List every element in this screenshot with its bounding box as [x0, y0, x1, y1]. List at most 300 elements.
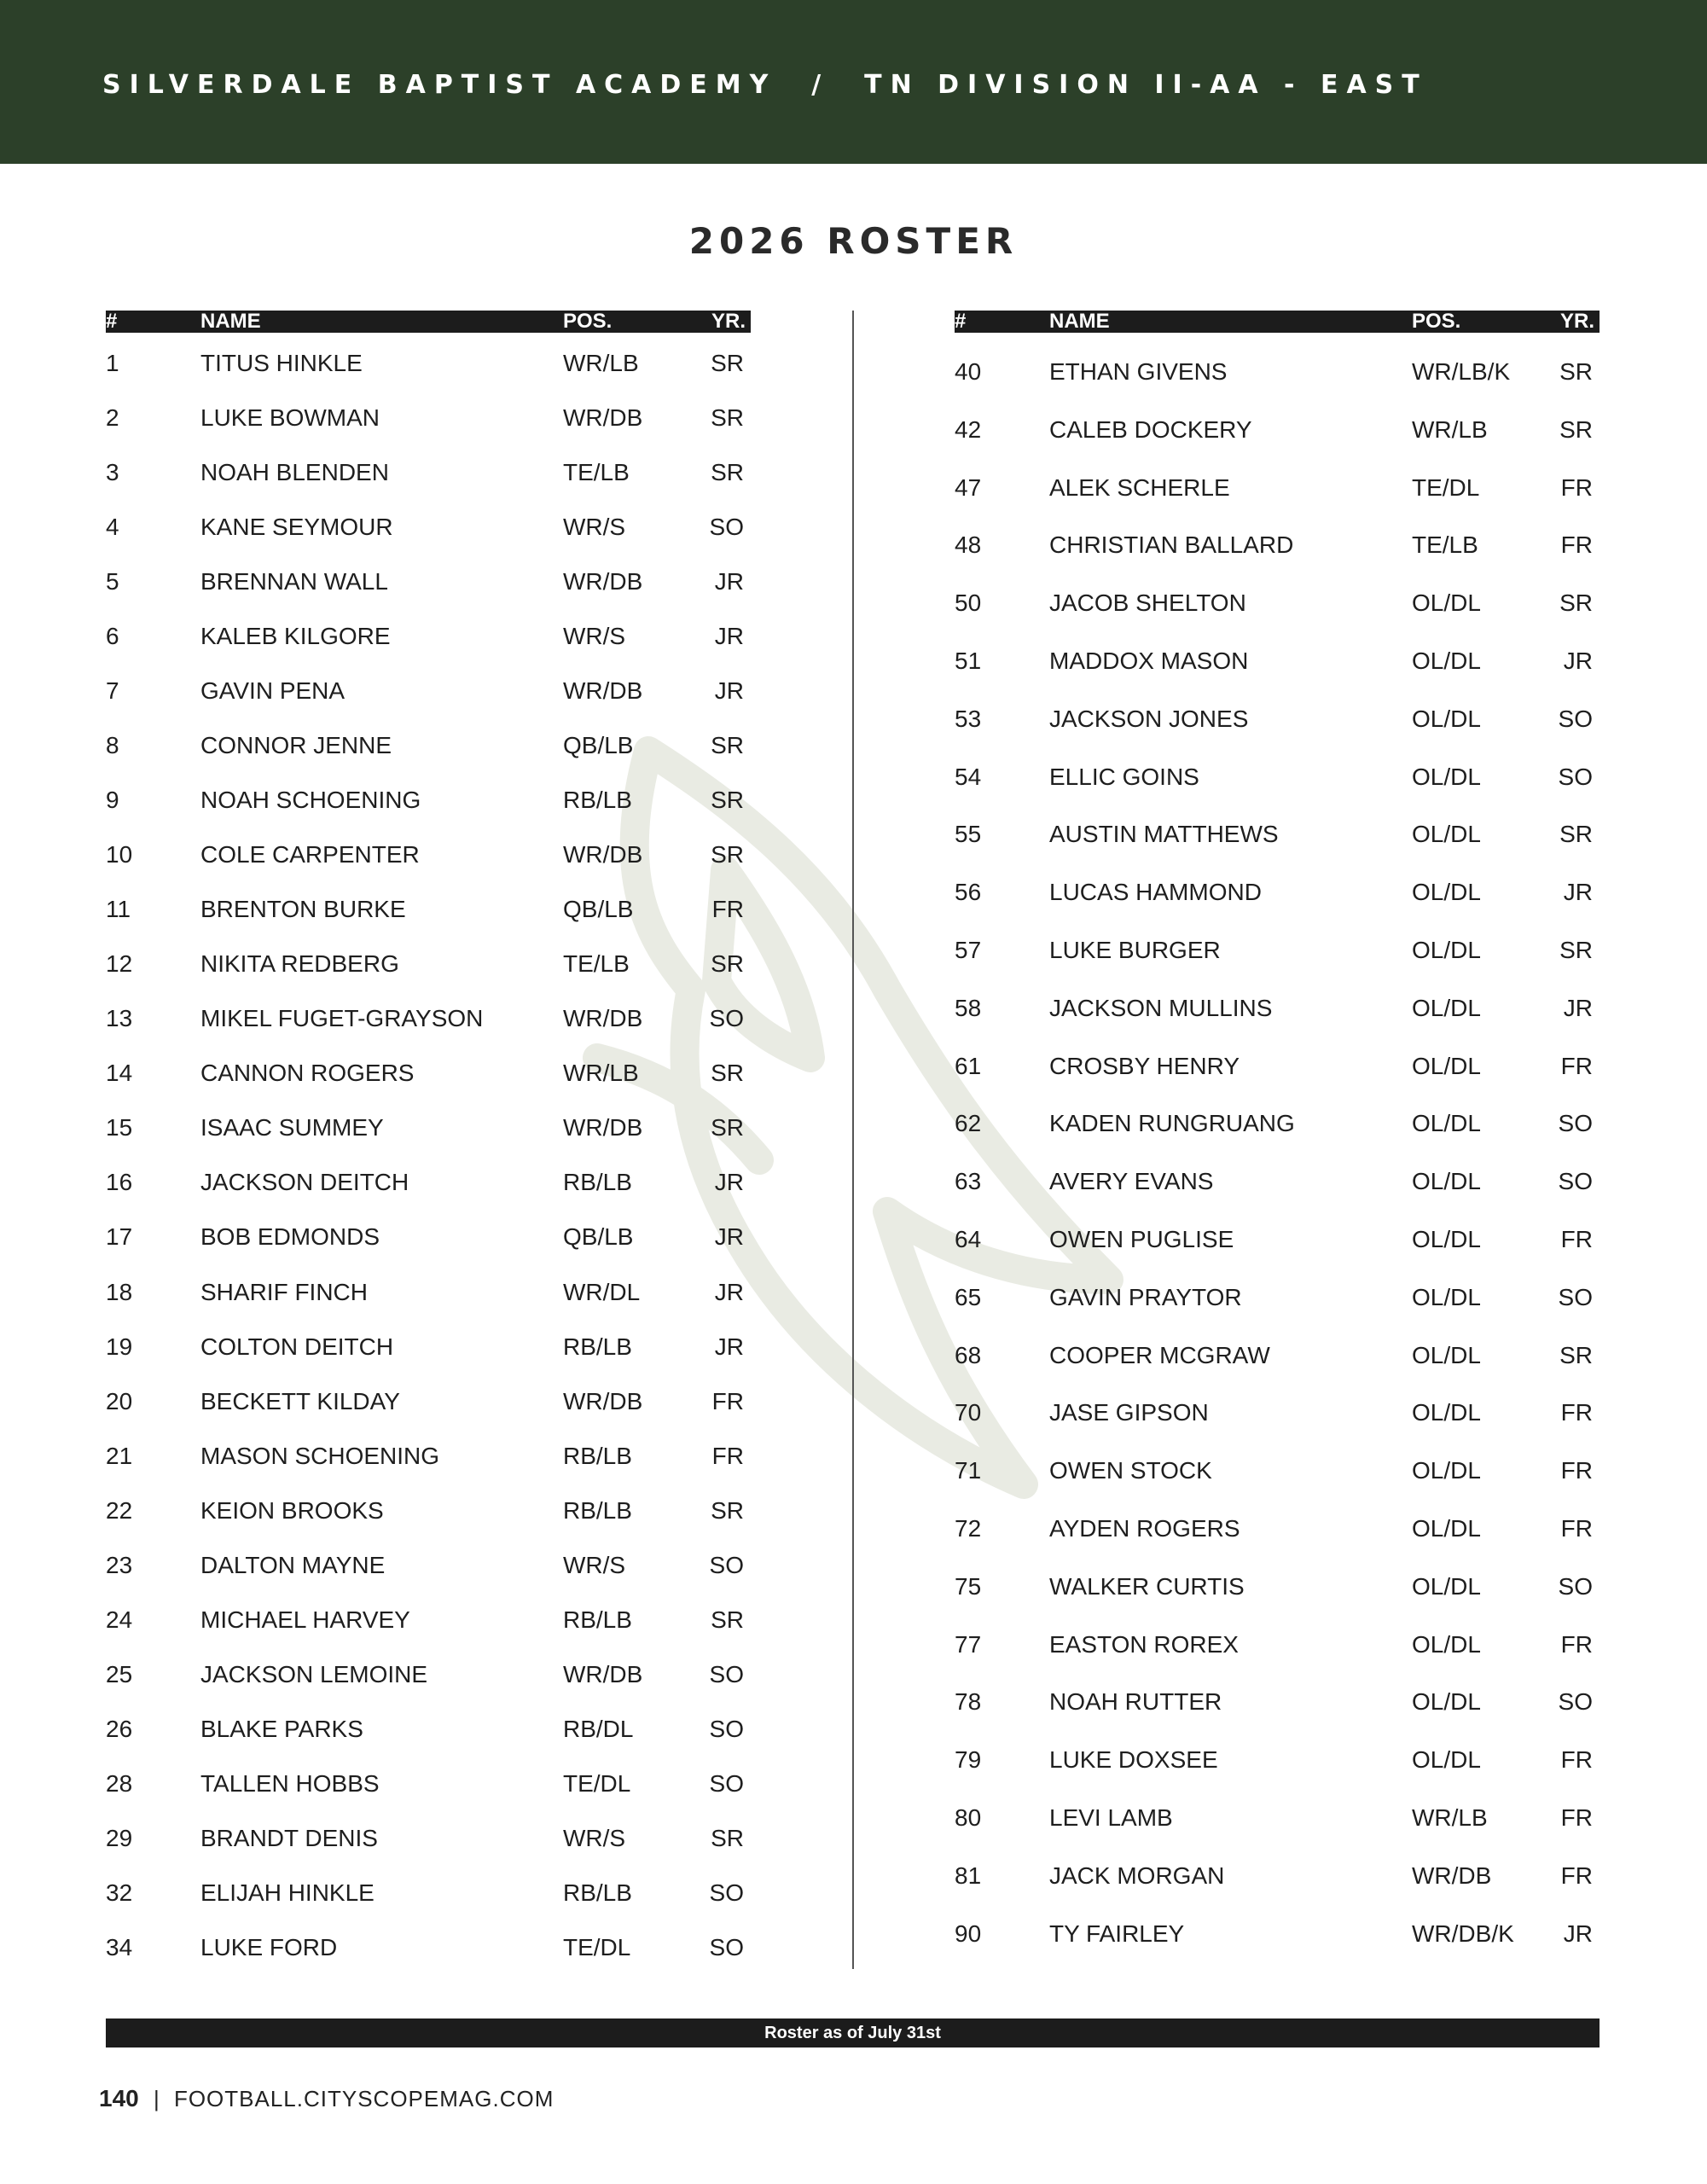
- player-year: SR: [711, 841, 744, 868]
- player-position: RB/LB: [563, 1333, 632, 1360]
- player-year: SR: [711, 1496, 744, 1524]
- table-row: [106, 1165, 751, 1199]
- player-year: FR: [711, 896, 744, 923]
- player-position: OL/DL: [1412, 879, 1481, 906]
- player-number: 68: [955, 1341, 982, 1368]
- player-name: NOAH BLENDEN: [200, 459, 389, 486]
- table-row: [106, 456, 751, 490]
- player-name: TALLEN HOBBS: [200, 1769, 380, 1797]
- table-row: [106, 565, 751, 599]
- player-name: SHARIF FINCH: [200, 1278, 368, 1305]
- player-number: 51: [955, 648, 982, 674]
- table-row: [955, 1512, 1600, 1546]
- table-row: [955, 471, 1600, 505]
- table-row: [106, 1658, 751, 1692]
- player-name: BRENTON BURKE: [200, 896, 406, 923]
- player-year: SO: [709, 514, 744, 541]
- player-position: OL/DL: [1412, 705, 1481, 732]
- player-name: BOB EDMONDS: [200, 1223, 380, 1251]
- player-number: 65: [955, 1283, 982, 1310]
- player-position: TE/DL: [563, 1769, 631, 1797]
- player-number: 3: [106, 459, 119, 486]
- player-year: JR: [714, 568, 744, 595]
- player-number: 79: [955, 1746, 982, 1774]
- player-name: COOPER MCGRAW: [1049, 1341, 1270, 1368]
- player-name: JACKSON LEMOINE: [200, 1660, 428, 1687]
- player-year: SO: [1558, 1110, 1593, 1137]
- player-year: SO: [709, 1715, 744, 1742]
- player-year: SR: [1559, 821, 1593, 848]
- table-row: [106, 838, 751, 872]
- table-row: [955, 1570, 1600, 1604]
- player-year: FR: [1560, 473, 1593, 501]
- player-year: SR: [1559, 358, 1593, 385]
- player-position: WR/DB: [563, 1660, 643, 1687]
- player-position: WR/LB: [1412, 1804, 1488, 1831]
- table-row: [955, 355, 1600, 389]
- player-year: JR: [1563, 994, 1593, 1021]
- player-year: SR: [711, 787, 744, 814]
- table-row: [955, 760, 1600, 794]
- player-number: 15: [106, 1114, 133, 1141]
- table-row: [955, 528, 1600, 562]
- roster-table-left: [106, 310, 751, 1960]
- player-number: 70: [955, 1399, 982, 1426]
- player-name: BRANDT DENIS: [200, 1824, 378, 1851]
- player-year: FR: [1560, 1630, 1593, 1658]
- table-row: [106, 1220, 751, 1254]
- player-number: 18: [106, 1278, 133, 1305]
- player-year: SR: [711, 1606, 744, 1633]
- player-position: WR/DB: [1412, 1862, 1492, 1889]
- player-name: LUKE BOWMAN: [200, 404, 380, 432]
- player-position: OL/DL: [1412, 821, 1481, 848]
- player-name: AYDEN ROGERS: [1049, 1515, 1240, 1542]
- player-name: BECKETT KILDAY: [200, 1387, 400, 1414]
- player-number: 11: [106, 896, 131, 923]
- player-year: JR: [714, 677, 744, 705]
- player-year: SR: [711, 1060, 744, 1087]
- player-number: 25: [106, 1660, 133, 1687]
- table-row: [106, 401, 751, 435]
- table-row: [106, 1931, 751, 1965]
- player-name: GAVIN PENA: [200, 677, 345, 705]
- player-position: OL/DL: [1412, 1110, 1481, 1137]
- player-year: SR: [711, 1824, 744, 1851]
- player-year: SR: [711, 404, 744, 432]
- table-row: [955, 413, 1600, 447]
- table-row: [955, 817, 1600, 851]
- table-row: [106, 1821, 751, 1856]
- player-number: 80: [955, 1804, 982, 1831]
- player-position: OL/DL: [1412, 1746, 1481, 1774]
- table-header: [106, 311, 751, 333]
- player-position: TE/DL: [563, 1933, 631, 1960]
- player-position: OL/DL: [1412, 1515, 1481, 1542]
- table-row: [106, 619, 751, 653]
- player-position: WR/S: [563, 1551, 626, 1578]
- player-year: SR: [1559, 590, 1593, 617]
- table-row: [955, 702, 1600, 736]
- player-number: 64: [955, 1226, 982, 1252]
- player-position: OL/DL: [1412, 994, 1481, 1021]
- player-number: 77: [955, 1630, 982, 1658]
- table-row: [955, 1281, 1600, 1315]
- player-year: SO: [1558, 763, 1593, 790]
- player-position: TE/LB: [563, 459, 630, 486]
- player-number: 57: [955, 937, 982, 963]
- player-position: QB/LB: [563, 1223, 634, 1251]
- player-position: WR/DB: [563, 404, 643, 432]
- player-year: JR: [714, 1169, 744, 1196]
- player-name: LUCAS HAMMOND: [1049, 879, 1262, 906]
- player-year: SR: [1559, 937, 1593, 963]
- player-year: JR: [1563, 1920, 1593, 1947]
- player-position: OL/DL: [1412, 763, 1481, 790]
- player-name: JACK MORGAN: [1049, 1862, 1225, 1889]
- player-year: FR: [1560, 1399, 1593, 1426]
- table-row: [106, 892, 751, 926]
- table-row: [955, 1454, 1600, 1488]
- player-position: RB/LB: [563, 787, 632, 814]
- player-number: 78: [955, 1688, 982, 1716]
- player-year: FR: [1560, 1746, 1593, 1774]
- player-year: SO: [709, 1879, 744, 1906]
- player-number: 29: [106, 1824, 133, 1851]
- player-number: 1: [106, 350, 119, 376]
- table-row: [106, 1275, 751, 1310]
- player-name: JACOB SHELTON: [1049, 590, 1246, 617]
- header-year: YR.: [711, 310, 746, 333]
- footer-site-link[interactable]: FOOTBALL.CITYSCOPEMAG.COM: [173, 2086, 554, 2111]
- header-number: #: [955, 310, 967, 333]
- player-year: FR: [1560, 531, 1593, 559]
- table-row: [955, 1743, 1600, 1777]
- player-name: COLE CARPENTER: [200, 841, 420, 868]
- roster-date-note: Roster as of July 31st: [106, 2018, 1600, 2048]
- roster-table-right: [955, 310, 1600, 1947]
- player-position: WR/S: [563, 1824, 626, 1851]
- player-name: JASE GIPSON: [1049, 1399, 1209, 1426]
- player-position: OL/DL: [1412, 1052, 1481, 1079]
- table-row: [955, 1396, 1600, 1430]
- player-position: TE/LB: [563, 950, 630, 978]
- player-position: QB/LB: [563, 896, 634, 923]
- player-name: KALEB KILGORE: [200, 623, 391, 650]
- player-name: CONNOR JENNE: [200, 732, 392, 759]
- table-row: [955, 1917, 1600, 1951]
- player-position: OL/DL: [1412, 590, 1481, 617]
- player-position: RB/LB: [563, 1606, 632, 1633]
- player-position: TE/LB: [1412, 531, 1478, 559]
- player-position: WR/LB: [563, 350, 639, 376]
- table-row: [955, 1628, 1600, 1662]
- player-name: OWEN STOCK: [1049, 1457, 1212, 1484]
- player-position: OL/DL: [1412, 1226, 1481, 1252]
- player-year: SR: [711, 350, 744, 376]
- player-name: LEVI LAMB: [1049, 1804, 1173, 1831]
- player-position: OL/DL: [1412, 1283, 1481, 1310]
- player-name: NOAH SCHOENING: [200, 787, 421, 814]
- player-number: 13: [106, 1005, 133, 1032]
- table-row: [106, 1494, 751, 1528]
- table-row: [955, 991, 1600, 1025]
- player-year: SR: [1559, 1341, 1593, 1368]
- player-number: 42: [955, 415, 982, 443]
- player-name: CHRISTIAN BALLARD: [1049, 531, 1294, 559]
- player-position: WR/DB/K: [1412, 1920, 1514, 1947]
- player-name: NOAH RUTTER: [1049, 1688, 1222, 1716]
- player-name: ISAAC SUMMEY: [200, 1114, 384, 1141]
- header-year: YR.: [1559, 310, 1594, 333]
- player-number: 23: [106, 1551, 133, 1578]
- player-number: 24: [106, 1606, 133, 1633]
- player-number: 50: [955, 590, 982, 617]
- table-row: [106, 1548, 751, 1583]
- table-row: [955, 1107, 1600, 1141]
- player-name: AUSTIN MATTHEWS: [1049, 821, 1279, 848]
- player-year: SR: [711, 950, 744, 978]
- player-position: WR/LB/K: [1412, 358, 1511, 385]
- player-number: 54: [955, 763, 982, 790]
- player-year: SO: [709, 1551, 744, 1578]
- player-name: LUKE FORD: [200, 1933, 338, 1960]
- table-row: [955, 933, 1600, 967]
- player-position: WR/DB: [563, 841, 643, 868]
- player-position: RB/DL: [563, 1715, 634, 1742]
- player-position: OL/DL: [1412, 1572, 1481, 1600]
- player-number: 58: [955, 994, 982, 1021]
- player-name: KEION BROOKS: [200, 1496, 384, 1524]
- page-title: 2026 ROSTER: [688, 220, 1019, 262]
- table-row: [106, 783, 751, 817]
- player-number: 53: [955, 705, 982, 732]
- player-number: 62: [955, 1110, 982, 1137]
- header-position: POS.: [1412, 310, 1461, 333]
- player-name: JACKSON JONES: [1049, 705, 1249, 732]
- player-position: WR/S: [563, 623, 626, 650]
- player-year: SO: [1558, 1283, 1593, 1310]
- player-number: 81: [955, 1862, 982, 1889]
- page-footer: [99, 2085, 554, 2112]
- player-name: BRENNAN WALL: [200, 568, 388, 595]
- player-name: AVERY EVANS: [1049, 1168, 1214, 1195]
- player-number: 8: [106, 732, 119, 759]
- player-number: 34: [106, 1933, 133, 1960]
- table-row: [106, 346, 751, 380]
- table-header: [955, 311, 1600, 333]
- table-row: [106, 1002, 751, 1036]
- player-number: 17: [106, 1223, 133, 1251]
- table-row: [106, 1385, 751, 1419]
- player-name: ELIJAH HINKLE: [200, 1879, 374, 1906]
- player-position: OL/DL: [1412, 1341, 1481, 1368]
- player-number: 55: [955, 821, 982, 848]
- player-number: 32: [106, 1879, 133, 1906]
- player-name: TY FAIRLEY: [1049, 1920, 1185, 1947]
- player-number: 71: [955, 1457, 982, 1484]
- player-number: 22: [106, 1496, 133, 1524]
- player-year: SR: [711, 1114, 744, 1141]
- player-number: 6: [106, 623, 119, 650]
- player-number: 2: [106, 404, 119, 432]
- player-year: FR: [711, 1387, 744, 1414]
- player-year: SR: [1559, 415, 1593, 443]
- header-name: NAME: [200, 310, 261, 333]
- player-name: LUKE BURGER: [1049, 937, 1221, 963]
- table-row: [955, 1801, 1600, 1835]
- player-number: 47: [955, 473, 982, 501]
- player-year: JR: [714, 1278, 744, 1305]
- player-year: FR: [711, 1442, 744, 1469]
- player-number: 10: [106, 841, 133, 868]
- player-name: TITUS HINKLE: [200, 350, 363, 376]
- player-number: 9: [106, 787, 119, 814]
- player-name: KADEN RUNGRUANG: [1049, 1110, 1295, 1137]
- table-row: [106, 1439, 751, 1473]
- player-year: FR: [1560, 1515, 1593, 1542]
- player-number: 4: [106, 514, 119, 541]
- player-name: NIKITA REDBERG: [200, 950, 399, 978]
- banner-title: SILVERDALE BAPTIST ACADEMY / TN DIVISION II-AA - EAST: [102, 69, 1428, 100]
- player-position: OL/DL: [1412, 1168, 1481, 1195]
- player-position: QB/LB: [563, 732, 634, 759]
- player-name: MASON SCHOENING: [200, 1442, 440, 1469]
- table-row: [106, 1876, 751, 1910]
- table-row: [955, 1859, 1600, 1893]
- player-year: JR: [714, 1223, 744, 1251]
- player-position: WR/DL: [563, 1278, 641, 1305]
- table-row: [106, 1712, 751, 1746]
- player-number: 7: [106, 677, 119, 705]
- player-name: CROSBY HENRY: [1049, 1052, 1240, 1079]
- player-position: OL/DL: [1412, 1457, 1481, 1484]
- player-number: 19: [106, 1333, 133, 1360]
- player-number: 56: [955, 879, 982, 906]
- header-number: #: [106, 310, 118, 333]
- header-position: POS.: [563, 310, 613, 333]
- player-name: CANNON ROGERS: [200, 1060, 415, 1087]
- table-row: [106, 1111, 751, 1145]
- table-row: [955, 1165, 1600, 1199]
- player-name: GAVIN PRAYTOR: [1049, 1283, 1242, 1310]
- player-year: FR: [1560, 1804, 1593, 1831]
- player-name: BLAKE PARKS: [200, 1715, 363, 1742]
- player-year: SO: [1558, 1688, 1593, 1716]
- player-position: OL/DL: [1412, 1399, 1481, 1426]
- player-position: WR/LB: [563, 1060, 639, 1087]
- player-name: WALKER CURTIS: [1049, 1572, 1245, 1600]
- table-row: [106, 1330, 751, 1364]
- player-year: JR: [1563, 648, 1593, 674]
- player-year: FR: [1560, 1052, 1593, 1079]
- player-position: RB/LB: [563, 1496, 632, 1524]
- player-position: RB/LB: [563, 1442, 632, 1469]
- player-year: SO: [709, 1660, 744, 1687]
- player-name: KANE SEYMOUR: [200, 514, 393, 541]
- player-position: OL/DL: [1412, 648, 1481, 674]
- player-number: 26: [106, 1715, 133, 1742]
- header-name: NAME: [1049, 310, 1110, 333]
- table-row: [106, 1603, 751, 1637]
- player-year: SR: [711, 732, 744, 759]
- player-number: 90: [955, 1920, 982, 1947]
- player-name: MADDOX MASON: [1049, 648, 1249, 674]
- player-number: 48: [955, 531, 982, 559]
- player-number: 72: [955, 1515, 982, 1542]
- player-number: 28: [106, 1769, 133, 1797]
- player-number: 20: [106, 1387, 133, 1414]
- player-position: WR/DB: [563, 1387, 643, 1414]
- player-number: 63: [955, 1168, 982, 1195]
- player-year: SO: [709, 1933, 744, 1960]
- player-number: 16: [106, 1169, 133, 1196]
- player-position: OL/DL: [1412, 1630, 1481, 1658]
- player-year: JR: [1563, 879, 1593, 906]
- player-year: SO: [1558, 1168, 1593, 1195]
- player-position: OL/DL: [1412, 937, 1481, 963]
- header-banner: [0, 0, 1707, 164]
- player-year: SO: [1558, 1572, 1593, 1600]
- player-year: FR: [1560, 1457, 1593, 1484]
- player-name: ETHAN GIVENS: [1049, 358, 1228, 385]
- player-number: 12: [106, 950, 133, 978]
- player-position: TE/DL: [1412, 473, 1480, 501]
- table-row: [106, 674, 751, 708]
- player-name: MICHAEL HARVEY: [200, 1606, 410, 1633]
- player-position: WR/DB: [563, 1114, 643, 1141]
- player-number: 75: [955, 1572, 982, 1600]
- player-number: 14: [106, 1060, 133, 1087]
- player-position: WR/LB: [1412, 415, 1488, 443]
- player-name: CALEB DOCKERY: [1049, 415, 1252, 443]
- player-position: WR/DB: [563, 1005, 643, 1032]
- player-name: LUKE DOXSEE: [1049, 1746, 1218, 1774]
- column-divider: [852, 311, 854, 1969]
- table-row: [955, 1049, 1600, 1083]
- player-year: SO: [709, 1005, 744, 1032]
- table-row: [955, 1339, 1600, 1373]
- player-name: COLTON DEITCH: [200, 1333, 394, 1360]
- player-position: WR/DB: [563, 568, 643, 595]
- player-year: SR: [711, 459, 744, 486]
- player-name: DALTON MAYNE: [200, 1551, 386, 1578]
- player-name: JACKSON MULLINS: [1049, 994, 1273, 1021]
- player-year: JR: [714, 623, 744, 650]
- table-row: [955, 875, 1600, 909]
- table-row: [106, 729, 751, 763]
- table-row: [106, 1056, 751, 1090]
- player-name: ALEK SCHERLE: [1049, 473, 1230, 501]
- player-number: 40: [955, 358, 982, 385]
- player-year: JR: [714, 1333, 744, 1360]
- player-position: RB/LB: [563, 1879, 632, 1906]
- player-name: OWEN PUGLISE: [1049, 1226, 1234, 1252]
- player-name: MIKEL FUGET-GRAYSON: [200, 1005, 484, 1032]
- table-row: [955, 644, 1600, 678]
- table-row: [106, 1767, 751, 1801]
- player-position: RB/LB: [563, 1169, 632, 1196]
- player-number: 5: [106, 568, 119, 595]
- player-year: SO: [709, 1769, 744, 1797]
- player-year: SO: [1558, 705, 1593, 732]
- player-position: WR/S: [563, 514, 626, 541]
- table-row: [106, 510, 751, 544]
- player-number: 21: [106, 1442, 133, 1469]
- table-row: [955, 1223, 1600, 1257]
- player-year: FR: [1560, 1862, 1593, 1889]
- player-name: JACKSON DEITCH: [200, 1169, 409, 1196]
